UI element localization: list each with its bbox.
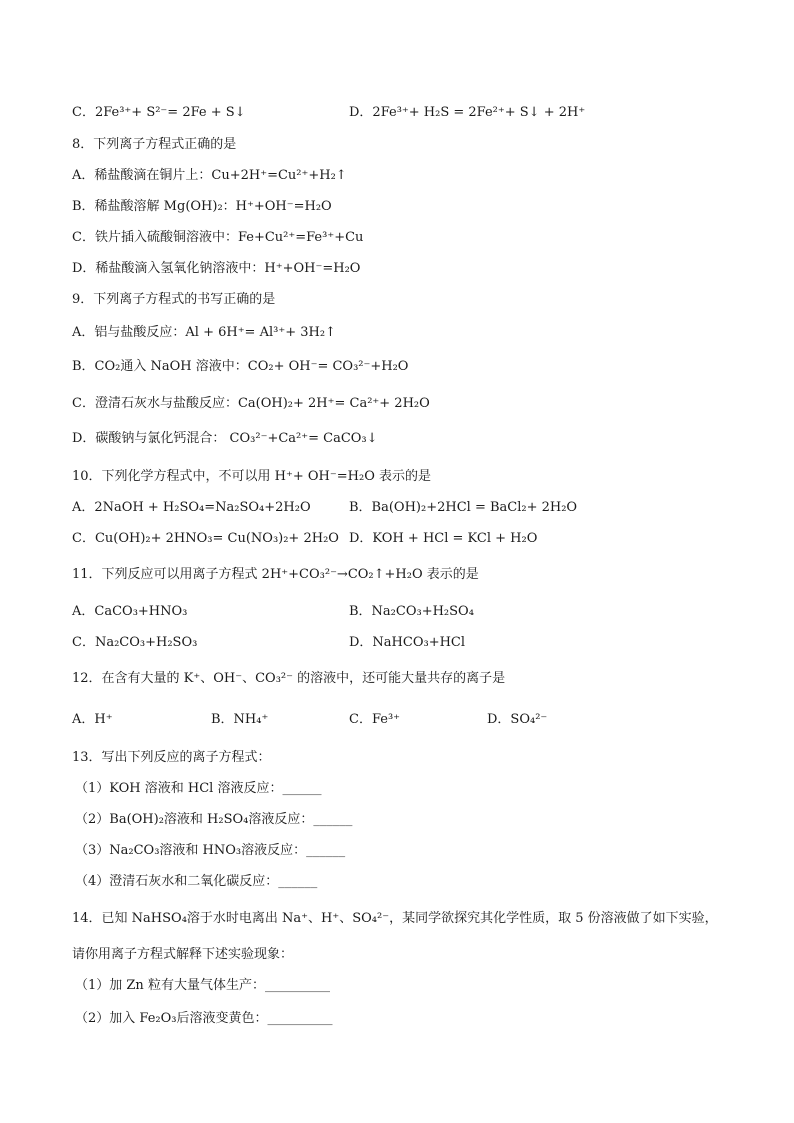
line-q14: 14．已知 NaHSO₄溶于水时电离出 Na⁺、H⁺、SO₄²⁻，某同学欲探究其化学性质，取 5 份溶液做了如下实验， bbox=[72, 911, 718, 926]
line-q10: 10．下列化学方程式中，不可以用 H⁺+ OH⁻=H₂O 表示的是 bbox=[72, 469, 431, 484]
line-q10a: A．2NaOH + H₂SO₄=Na₂SO₄+2H₂O bbox=[72, 500, 311, 515]
line-q13-4: （4）澄清石灰水和二氧化碳反应：______ bbox=[75, 874, 318, 889]
line-q11d: D．NaHCO₃+HCl bbox=[349, 635, 466, 650]
line-q8: 8．下列离子方程式正确的是 bbox=[72, 137, 237, 152]
line-q14-2: （2）加入 Fe₂O₃后溶液变黄色：__________ bbox=[75, 1011, 333, 1026]
option-q12d: D．SO₄²⁻ bbox=[487, 712, 548, 727]
line-q14-1: （1）加 Zn 粒有大量气体生产：__________ bbox=[75, 978, 330, 993]
line-q9: 9．下列离子方程式的书写正确的是 bbox=[72, 292, 276, 307]
line-q13: 13．写出下列反应的离子方程式： bbox=[72, 750, 271, 765]
line-q10c: C．Cu(OH)₂+ 2HNO₃= Cu(NO₃)₂+ 2H₂O bbox=[72, 531, 339, 546]
line-q9c: C．澄清石灰水与盐酸反应：Ca(OH)₂+ 2H⁺= Ca²⁺+ 2H₂O bbox=[72, 396, 430, 411]
line-q9b: B．CO₂通入 NaOH 溶液中：CO₂+ OH⁻= CO₃²⁻+H₂O bbox=[72, 359, 409, 374]
line-q13-3: （3）Na₂CO₃溶液和 HNO₃溶液反应：______ bbox=[75, 843, 346, 858]
line-q8d: D．稀盐酸滴入氢氧化钠溶液中：H⁺+OH⁻=H₂O bbox=[72, 261, 361, 276]
line-q11a: A．CaCO₃+HNO₃ bbox=[72, 604, 188, 619]
option-q12b: B．NH₄⁺ bbox=[211, 712, 269, 727]
line-q8b: B．稀盐酸溶解 Mg(OH)₂：H⁺+OH⁻=H₂O bbox=[72, 199, 332, 214]
line-q13-1: （1）KOH 溶液和 HCl 溶液反应：______ bbox=[75, 781, 322, 796]
line-q8a: A．稀盐酸滴在铜片上：Cu+2H⁺=Cu²⁺+H₂↑ bbox=[72, 168, 347, 183]
line-q13-2: （2）Ba(OH)₂溶液和 H₂SO₄溶液反应：______ bbox=[75, 812, 353, 827]
option-q12c: C．Fe³⁺ bbox=[349, 712, 401, 727]
line-q12: 12．在含有大量的 K⁺、OH⁻、CO₃²⁻ 的溶液中，还可能大量共存的离子是 bbox=[72, 671, 506, 686]
line-q8c: C．铁片插入硫酸铜溶液中：Fe+Cu²⁺=Fe³⁺+Cu bbox=[72, 230, 364, 245]
line-q9a: A．铝与盐酸反应：Al + 6H⁺= Al³⁺+ 3H₂↑ bbox=[72, 325, 336, 340]
line-q10d: D．KOH + HCl = KCl + H₂O bbox=[349, 531, 538, 546]
option-q12a: A．H⁺ bbox=[72, 712, 113, 727]
line-q7d: D．2Fe³⁺+ H₂S = 2Fe²⁺+ S↓ + 2H⁺ bbox=[349, 105, 586, 120]
line-q9d: D．碳酸钠与氯化钙混合： CO₃²⁻+Ca²⁺= CaCO₃↓ bbox=[72, 431, 378, 446]
line-q7c: C．2Fe³⁺+ S²⁻= 2Fe + S↓ bbox=[72, 105, 246, 120]
line-q11b: B．Na₂CO₃+H₂SO₄ bbox=[349, 604, 474, 619]
line-q10b: B．Ba(OH)₂+2HCl = BaCl₂+ 2H₂O bbox=[349, 500, 578, 515]
line-q11: 11．下列反应可以用离子方程式 2H⁺+CO₃²⁻→CO₂↑+H₂O 表示的是 bbox=[72, 567, 479, 582]
line-q11c: C．Na₂CO₃+H₂SO₃ bbox=[72, 635, 198, 650]
line-q14b: 请你用离子方程式解释下述实验现象： bbox=[72, 947, 294, 962]
